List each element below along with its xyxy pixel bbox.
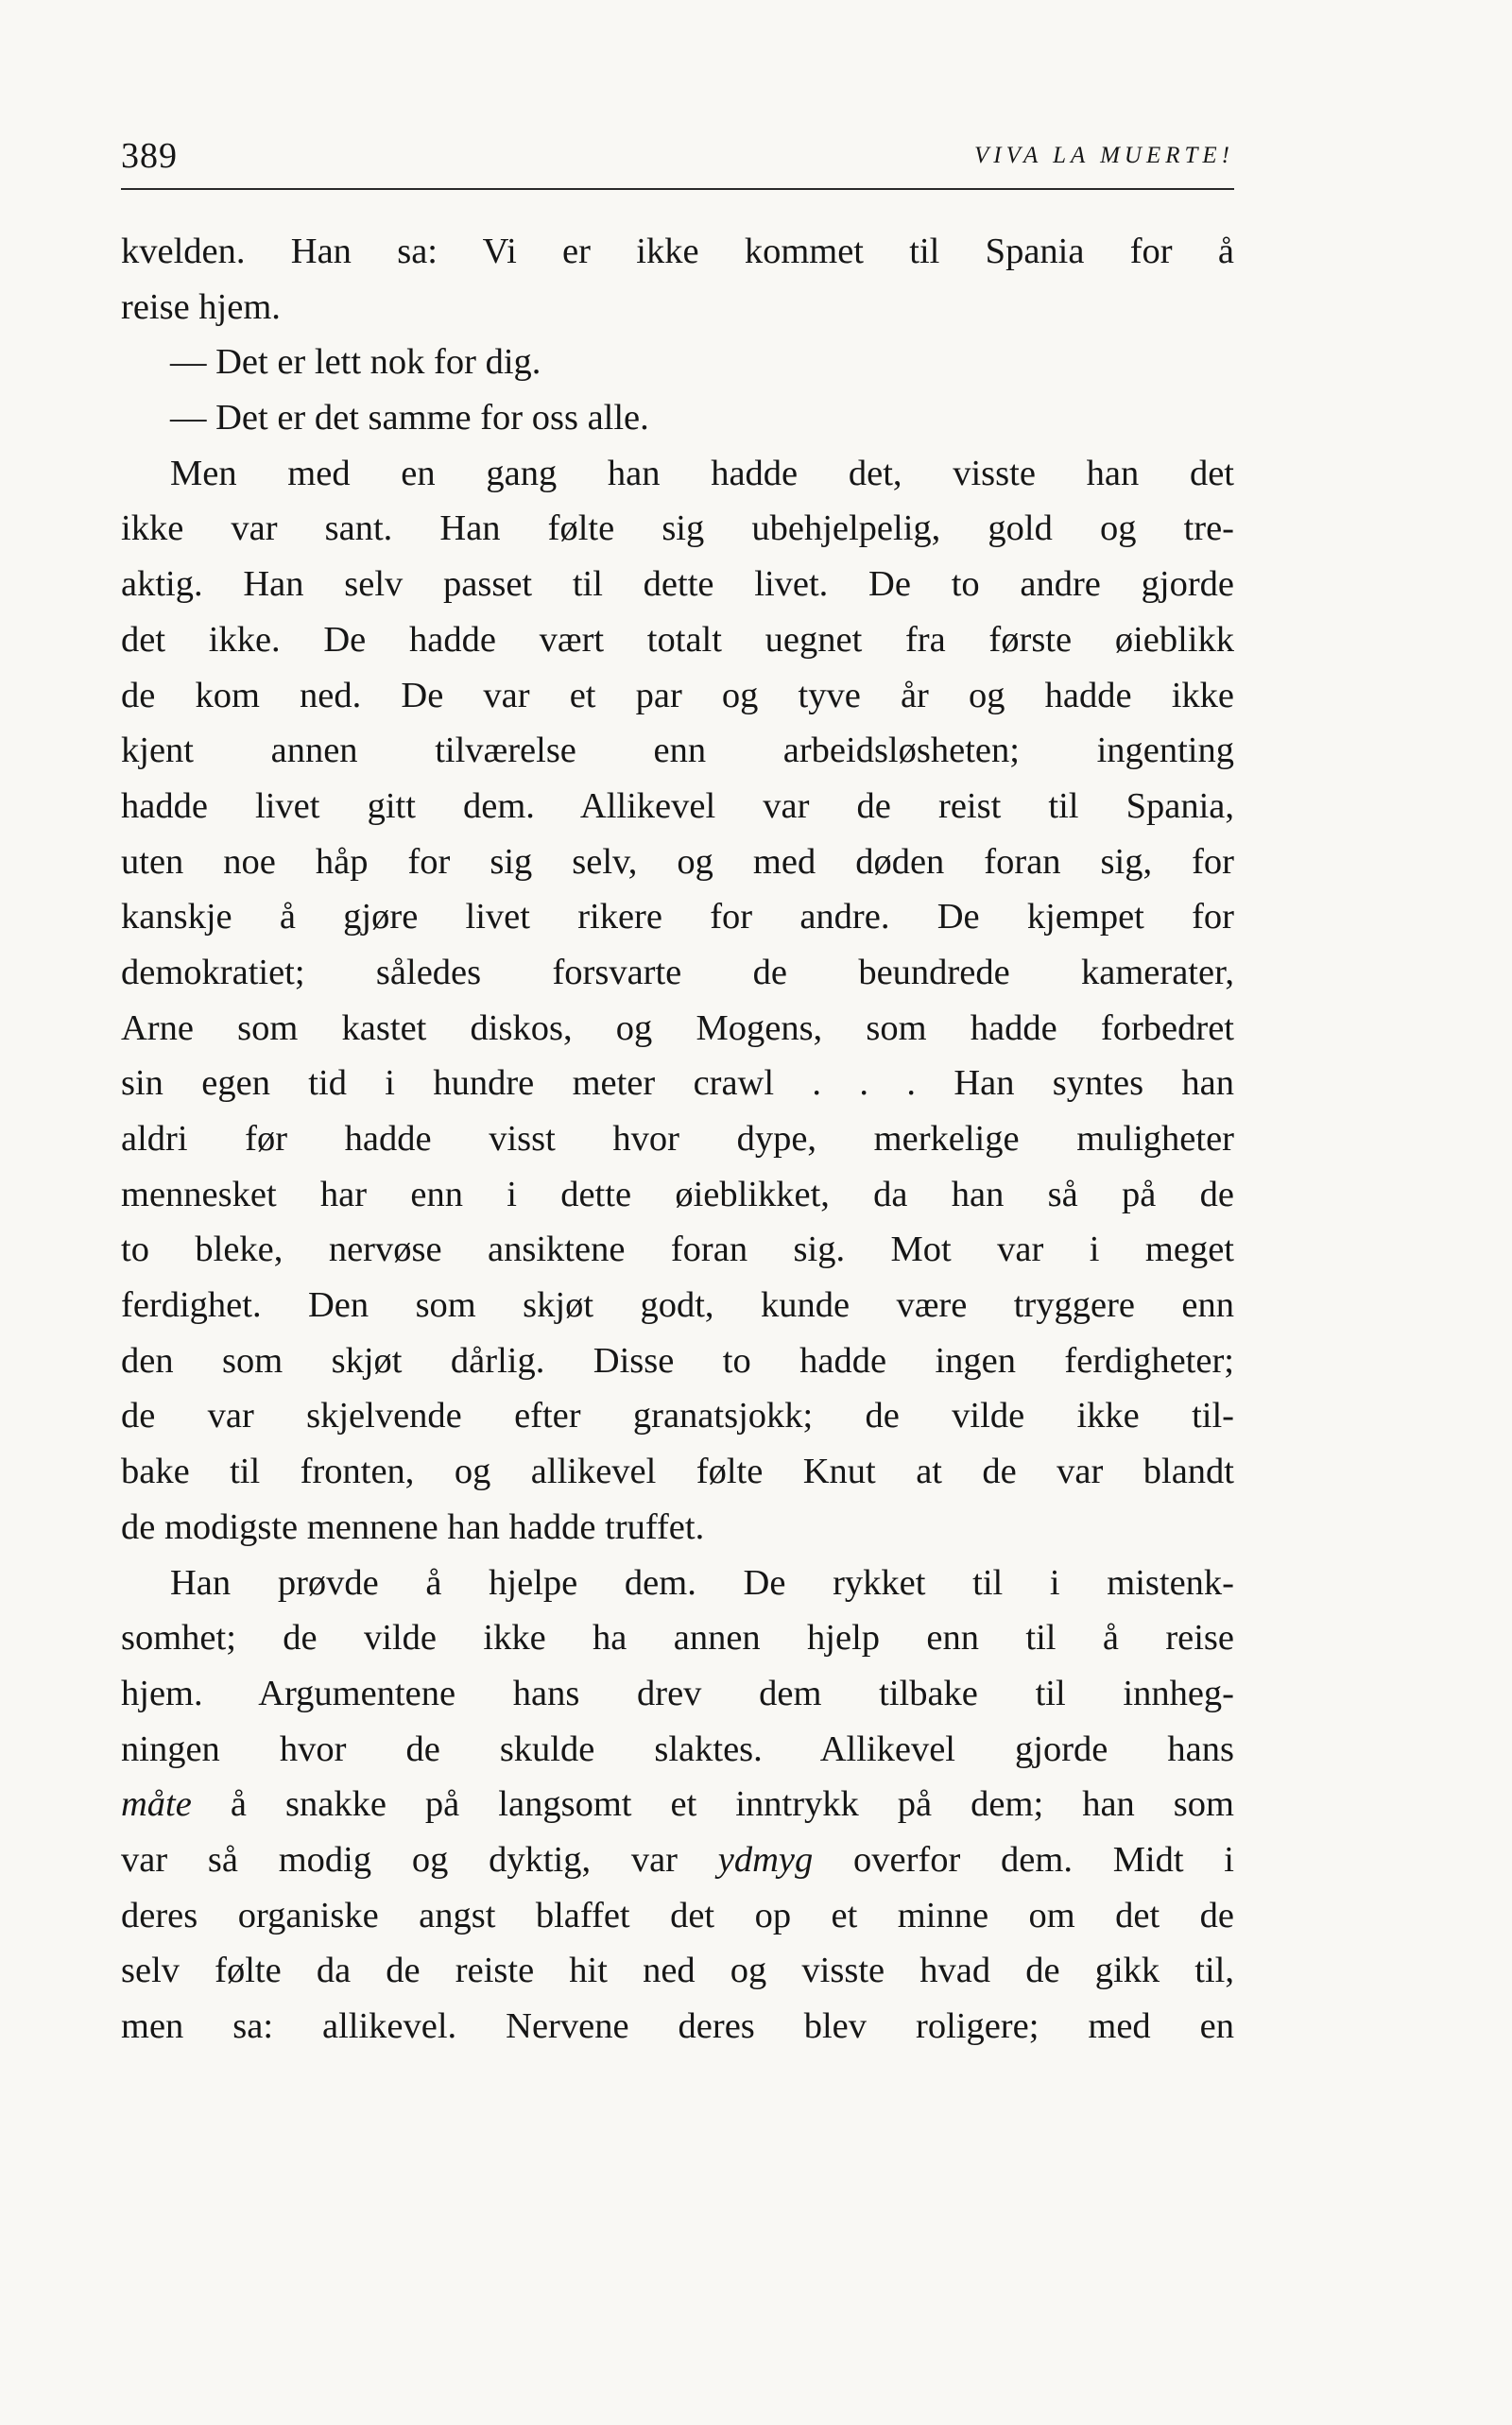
running-head: VIVA LA MUERTE! — [974, 143, 1234, 168]
text-line: den som skjøt dårlig. Disse to hadde ingen ferdigheter; — [121, 1340, 1234, 1381]
text-segment: var så modig og dyktig, var — [121, 1839, 679, 1880]
text-line: deres organiske angst blaffet det op et minne om det de — [121, 1895, 1234, 1935]
body-text — [121, 224, 1234, 2055]
text-line: ferdighet. Den som skjøt godt, kunde være tryggere enn — [121, 1285, 1234, 1326]
text-line: hadde livet gitt dem. Allikevel var de reist til Spania, — [121, 785, 1234, 826]
text-line: ningen hvor de skulde slaktes. Allikevel gjorde hans — [121, 1728, 1234, 1769]
text-line: somhet; de vilde ikke ha annen hjelp enn til å reise — [121, 1618, 1234, 1659]
text-line-with-italic — [121, 1832, 1234, 1888]
page-number: 389 — [121, 136, 178, 176]
text-line: kanskje å gjøre livet rikere for andre. De kjempet for — [121, 897, 1234, 937]
text-line: — Det er det samme for oss alle. — [170, 398, 649, 439]
text-line: sin egen tid i hundre meter crawl . . . Han syntes han — [121, 1063, 1234, 1104]
text-line: aktig. Han selv passet til dette livet. De to andre gjorde — [121, 564, 1234, 605]
italic-word: måte — [121, 1784, 192, 1825]
text-line: ikke var sant. Han følte sig ubehjelpelig, gold og tre- — [121, 508, 1234, 549]
text-segment: å snakke på langsomt et inntrykk på dem; han som — [230, 1784, 1234, 1825]
text-line: reise hjem. — [121, 286, 281, 327]
text-line: kvelden. Han sa: Vi er ikke kommet til Spania for å — [121, 232, 1234, 271]
text-line: aldri før hadde visst hvor dype, merkelige muligheter — [121, 1119, 1234, 1159]
text-line: mennesket har enn i dette øieblikket, da han så på de — [121, 1174, 1234, 1214]
text-line: hjem. Argumentene hans drev dem tilbake til innheg- — [121, 1673, 1234, 1713]
text-line: demokratiet; således forsvarte de beundrede kamerater, — [121, 952, 1234, 992]
text-line: bake til fronten, og allikevel følte Knut at de var blandt — [121, 1452, 1234, 1492]
text-segment: overfor dem. Midt i — [853, 1839, 1235, 1880]
text-line: Han prøvde å hjelpe dem. De rykket til i mistenk- — [170, 1562, 1234, 1603]
italic-word: ydmyg — [717, 1839, 814, 1880]
text-line: de var skjelvende efter granatsjokk; de vilde ikke til- — [121, 1396, 1234, 1436]
text-line-with-italic — [121, 1777, 1234, 1832]
text-line: Men med en gang han hadde det, visste han det — [170, 453, 1234, 493]
page-header — [121, 128, 1234, 190]
text-line: de modigste mennene han hadde truffet. — [121, 1506, 705, 1547]
text-line: kjent annen tilværelse enn arbeidsløsheten; ingenting — [121, 731, 1234, 771]
text-line: de kom ned. De var et par og tyve år og hadde ikke — [121, 675, 1234, 715]
text-line: uten noe håp for sig selv, og med døden foran sig, for — [121, 841, 1234, 882]
text-line: Arne som kastet diskos, og Mogens, som hadde forbedret — [121, 1007, 1234, 1048]
text-line: — Det er lett nok for dig. — [170, 342, 541, 383]
text-line: det ikke. De hadde vært totalt uegnet fra første øieblikk — [121, 619, 1234, 660]
text-line: selv følte da de reiste hit ned og visste hvad de gikk til, — [121, 1951, 1234, 1991]
text-line: to bleke, nervøse ansiktene foran sig. Mot var i meget — [121, 1230, 1234, 1270]
text-line: men sa: allikevel. Nervene deres blev roligere; med en — [121, 2006, 1234, 2046]
